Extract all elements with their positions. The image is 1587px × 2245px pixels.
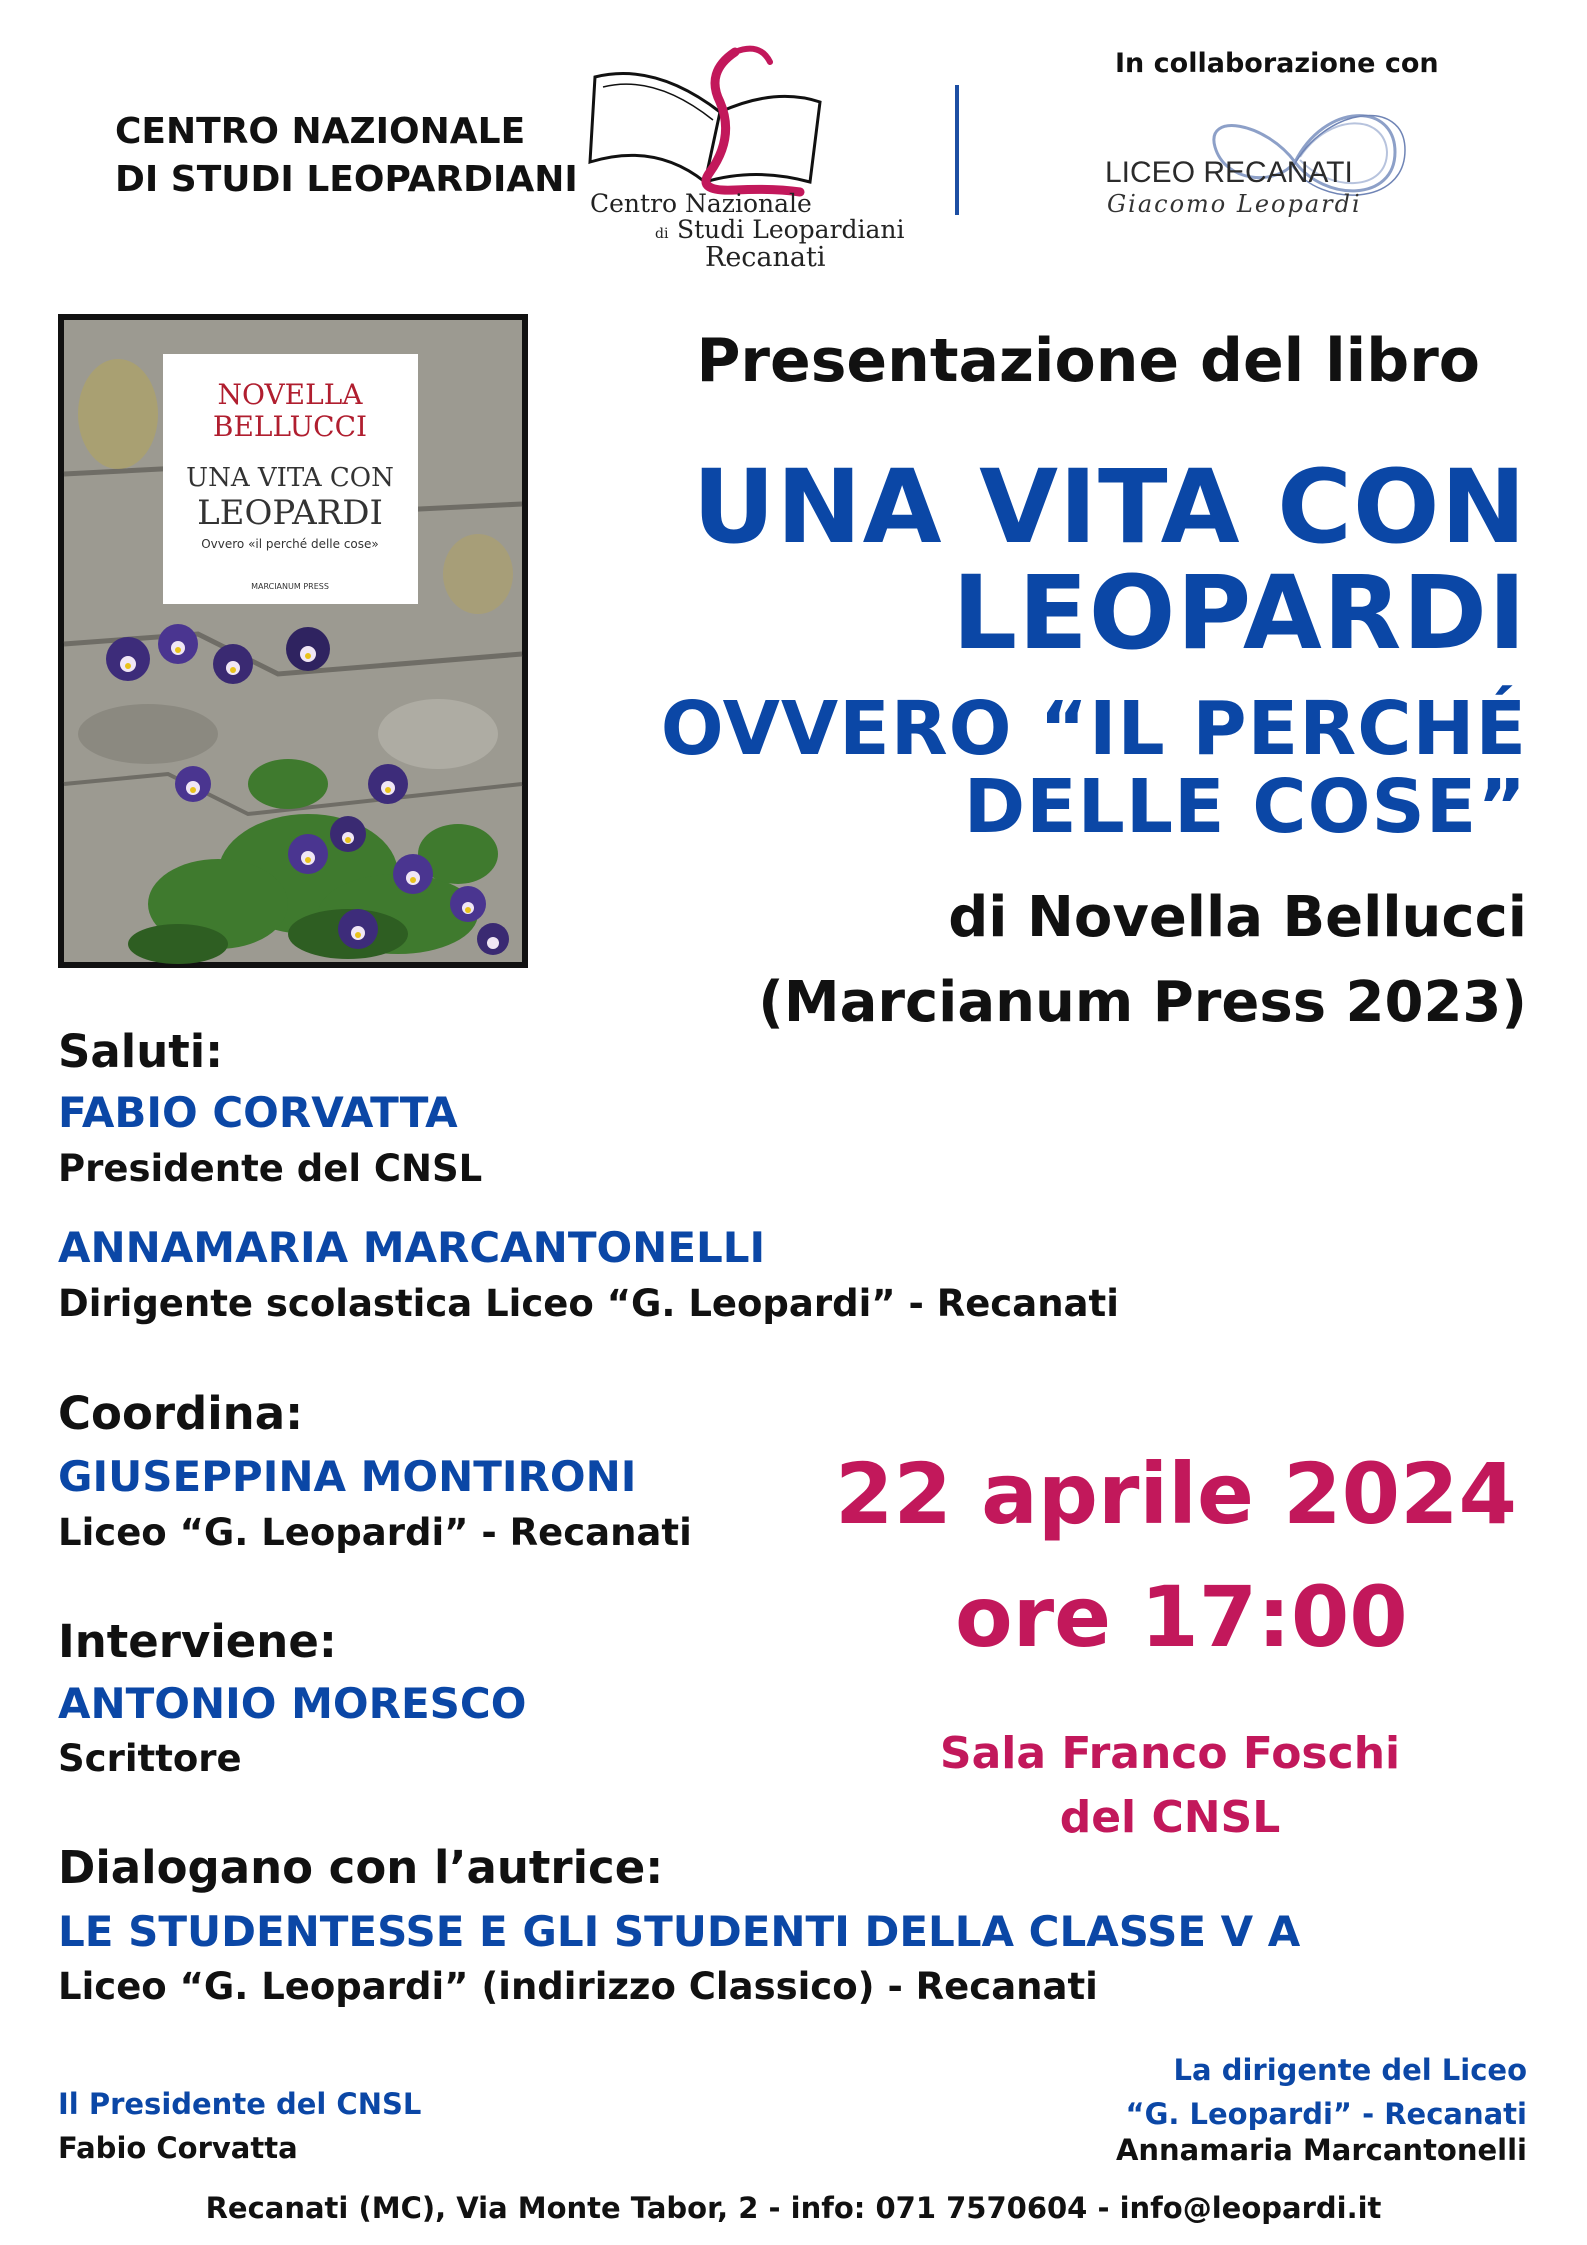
coordina-role: Liceo “G. Leopardi” - Recanati (58, 1511, 692, 1554)
interviene-name: ANTONIO MORESCO (58, 1679, 527, 1728)
dialogano-label: Dialogano con l’autrice: (58, 1841, 664, 1894)
liceo-logo-line2: Giacomo Leopardi (1107, 190, 1362, 218)
director-title (1126, 2048, 1527, 2136)
cnsl-logo-line3: Recanati (705, 242, 826, 270)
president-title: Il Presidente del CNSL (58, 2087, 422, 2121)
organization-name-line2: DI STUDI LEOPARDIANI (115, 159, 578, 200)
footer-contact: Recanati (MC), Via Monte Tabor, 2 - info: 071 7570604 - info@leopardi.it (205, 2191, 1382, 2225)
interviene-label: Interviene: (58, 1615, 337, 1668)
book-title-line1: UNA VITA CON (692, 448, 1527, 567)
interviene-role: Scrittore (58, 1737, 242, 1780)
director-name: Annamaria Marcantonelli (1115, 2133, 1527, 2167)
cover-title-line1: UNA VITA CON (186, 463, 394, 493)
book-title-line2: LEOPARDI (952, 554, 1527, 673)
book-publisher: (Marcianum Press 2023) (758, 970, 1527, 1035)
coordina-label: Coordina: (58, 1387, 304, 1440)
saluti-speaker-1-role: Presidente del CNSL (58, 1147, 483, 1190)
dialogano-role: Liceo “G. Leopardi” (indirizzo Classico) - Recanati (58, 1965, 1098, 2008)
event-venue-line2: del CNSL (1059, 1792, 1281, 1843)
liceo-recanati-logo (1095, 92, 1475, 242)
book-title (692, 448, 1527, 673)
saluti-speaker-2-name: ANNAMARIA MARCANTONELLI (58, 1223, 766, 1272)
saluti-speaker-1-name: FABIO CORVATTA (58, 1088, 458, 1137)
cnsl-logo-line1: Centro Nazionale (590, 189, 812, 218)
organization-name-line1: CENTRO NAZIONALE (115, 111, 526, 152)
saluti-label: Saluti: (58, 1025, 224, 1078)
cnsl-logo-di: di (655, 226, 669, 242)
presentation-heading: Presentazione del libro (696, 326, 1480, 396)
president-name: Fabio Corvatta (58, 2131, 298, 2165)
cnsl-logo (585, 42, 925, 270)
logo-divider (955, 85, 959, 215)
cover-author-line1: NOVELLA (217, 378, 363, 411)
cover-title-line2: LEOPARDI (197, 493, 383, 533)
book-subtitle-line1: OVVERO “IL PERCHÉ (660, 686, 1527, 772)
director-title-line1: La dirigente del Liceo (1173, 2053, 1527, 2087)
director-title-line2: “G. Leopardi” - Recanati (1125, 2097, 1527, 2131)
book-author: di Novella Bellucci (948, 885, 1527, 950)
event-date: 22 aprile 2024 (835, 1445, 1517, 1543)
cnsl-logo-line2: Studi Leopardiani (677, 215, 905, 244)
book-subtitle (660, 686, 1527, 850)
liceo-logo-line1: LICEO RECANATI (1105, 156, 1353, 189)
saluti-speaker-2-role: Dirigente scolastica Liceo “G. Leopardi” - Recanati (58, 1282, 1119, 1325)
event-venue (930, 1722, 1410, 1850)
dialogano-name: LE STUDENTESSE E GLI STUDENTI DELLA CLASSE V A (58, 1907, 1301, 1956)
collaboration-label: In collaborazione con (1115, 48, 1439, 79)
book-cover (58, 314, 528, 968)
cover-author-line2: BELLUCCI (212, 410, 368, 443)
cover-subtitle: Ovvero «il perché delle cose» (201, 537, 379, 551)
coordina-name: GIUSEPPINA MONTIRONI (58, 1452, 637, 1501)
organization-name (115, 108, 578, 204)
event-time: ore 17:00 (955, 1568, 1408, 1666)
cover-publisher: MARCIANUM PRESS (251, 582, 329, 591)
book-subtitle-line2: DELLE COSE” (963, 764, 1527, 850)
event-venue-line1: Sala Franco Foschi (939, 1728, 1401, 1779)
